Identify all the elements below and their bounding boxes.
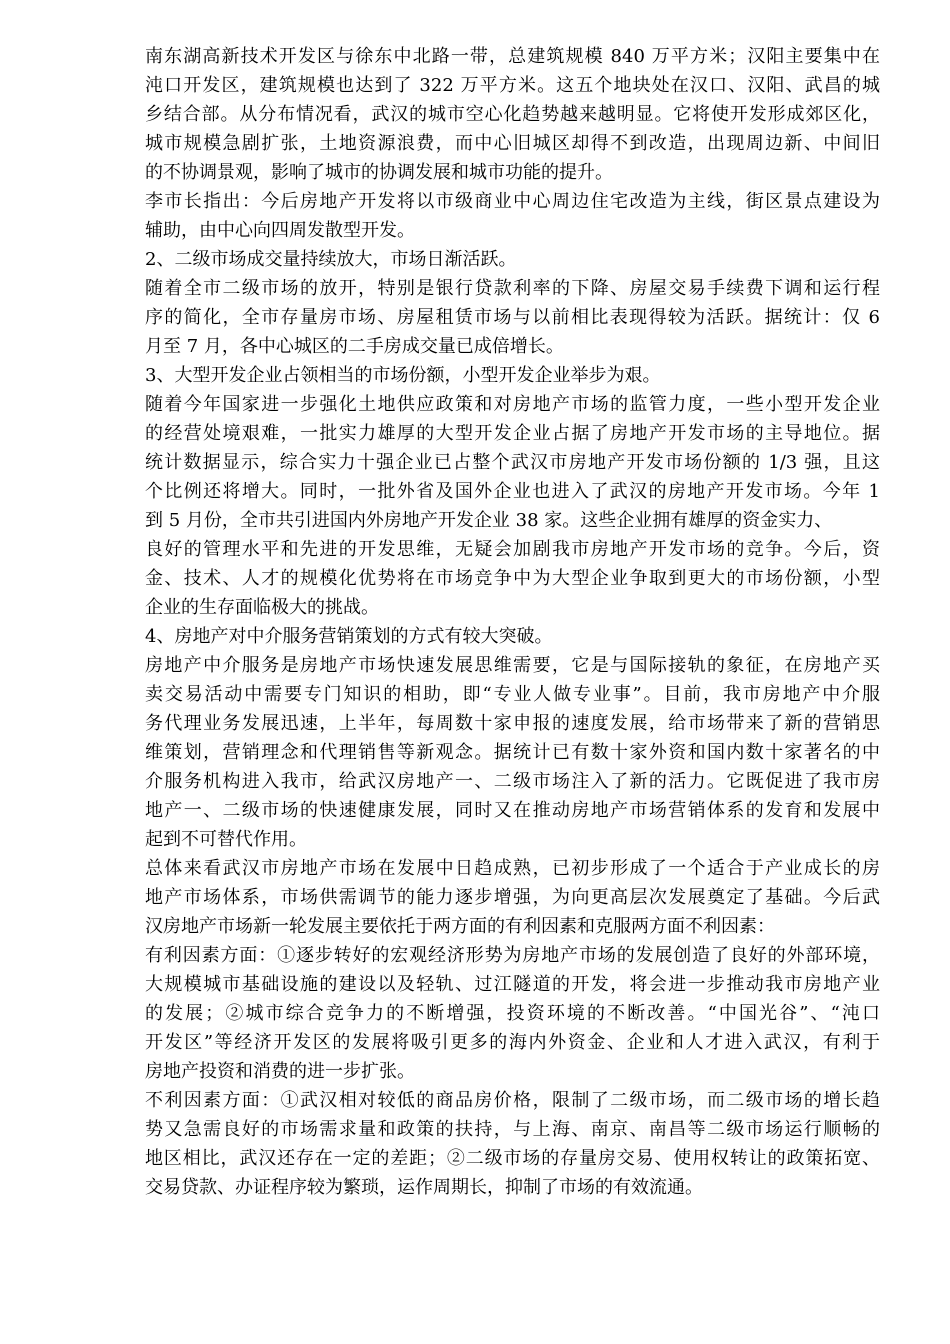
- text-line: 总体来看武汉市房地产市场在发展中日趋成熟，已初步形成了一个适合于产业成长的房: [145, 858, 880, 879]
- text-line: 介服务机构进入我市，给武汉房地产一、二级市场注入了新的活力。它既促进了我市房: [145, 771, 880, 792]
- text-line: 的发展；②城市综合竞争力的不断增强，投资环境的不断改善。“中国光谷”、“沌口: [145, 1003, 880, 1024]
- text-line: 个比例还将增大。同时，一批外省及国外企业也进入了武汉的房地产开发市场。今年 1: [145, 481, 880, 502]
- text-line: 势又急需良好的市场需求量和政策的扶持，与上海、南京、南昌等二级市场运行顺畅的: [145, 1119, 880, 1140]
- text-line: 李市长指出：今后房地产开发将以市级商业中心周边住宅改造为主线，街区景点建设为: [145, 191, 880, 212]
- text-line: 2、二级市场成交量持续放大，市场日渐活跃。: [145, 249, 517, 270]
- text-line: 开发区”等经济开发区的发展将吸引更多的海内外资金、企业和人才进入武汉，有利于: [145, 1032, 880, 1053]
- text-line: 地产市场体系，市场供需调节的能力逐步增强，为向更高层次发展奠定了基础。今后武: [145, 887, 880, 908]
- text-line: 月至 7 月，各中心城区的二手房成交量已成倍增长。: [145, 336, 564, 357]
- text-line: 3、大型开发企业占领相当的市场份额，小型开发企业举步为艰。: [145, 365, 661, 386]
- text-line: 沌口开发区，建筑规模也达到了 322 万平方米。这五个地块处在汉口、汉阳、武昌的城: [145, 75, 880, 96]
- text-line: 的经营处境艰难，一批实力雄厚的大型开发企业占据了房地产开发市场的主导地位。据: [145, 423, 880, 444]
- text-line: 不利因素方面：①武汉相对较低的商品房价格，限制了二级市场，而二级市场的增长趋: [145, 1090, 880, 1111]
- text-line: 卖交易活动中需要专门知识的相助，即“专业人做专业事”。目前，我市房地产中介服: [145, 684, 880, 705]
- text-line: 随着今年国家进一步强化土地供应政策和对房地产市场的监管力度，一些小型开发企业: [145, 394, 880, 415]
- text-line: 房地产中介服务是房地产市场快速发展思维需要，它是与国际接轨的象征，在房地产买: [145, 655, 880, 676]
- text-line: 到 5 月份，全市共引进国内外房地产开发企业 38 家。这些企业拥有雄厚的资金实力、: [145, 510, 833, 531]
- text-line: 企业的生存面临极大的挑战。: [145, 597, 379, 618]
- document-body: [145, 42, 880, 1202]
- text-line: 的不协调景观，影响了城市的协调发展和城市功能的提升。: [145, 162, 613, 183]
- text-line: 金、技术、人才的规模化优势将在市场竞争中为大型企业争取到更大的市场份额，小型: [145, 568, 880, 589]
- text-line: 4、房地产对中介服务营销策划的方式有较大突破。: [145, 626, 553, 647]
- text-line: 地产一、二级市场的快速健康发展，同时又在推动房地产市场营销体系的发育和发展中: [145, 800, 880, 821]
- text-line: 起到不可替代作用。: [145, 829, 307, 850]
- text-line: 乡结合部。从分布情况看，武汉的城市空心化趋势越来越明显。它将使开发形成郊区化，: [145, 104, 880, 125]
- text-line: 随着全市二级市场的放开，特别是银行贷款利率的下降、房屋交易手续费下调和运行程: [145, 278, 880, 299]
- text-line: 大规模城市基础设施的建设以及轻轨、过江隧道的开发，将会进一步推动我市房地产业: [145, 974, 880, 995]
- text-line: 维策划，营销理念和代理销售等新观念。据统计已有数十家外资和国内数十家著名的中: [145, 742, 880, 763]
- text-line: 辅助，由中心向四周发散型开发。: [145, 220, 415, 241]
- text-line: 房地产投资和消费的进一步扩张。: [145, 1061, 415, 1082]
- text-line: 良好的管理水平和先进的开发思维，无疑会加剧我市房地产开发市场的竞争。今后，资: [145, 539, 880, 560]
- text-line: 交易贷款、办证程序较为繁琐，运作周期长，抑制了市场的有效流通。: [145, 1177, 703, 1198]
- text-line: 有利因素方面：①逐步转好的宏观经济形势为房地产市场的发展创造了良好的外部环境，: [145, 945, 880, 966]
- text-line: 南东湖高新技术开发区与徐东中北路一带，总建筑规模 840 万平方米；汉阳主要集中在: [145, 46, 880, 67]
- text-line: 地区相比，武汉还存在一定的差距；②二级市场的存量房交易、使用权转让的政策拓宽、: [145, 1148, 880, 1169]
- text-line: 城市规模急剧扩张，土地资源浪费，而中心旧城区却得不到改造，出现周边新、中间旧: [145, 133, 880, 154]
- text-line: 序的简化，全市存量房市场、房屋租赁市场与以前相比表现得较为活跃。据统计：仅 6: [145, 307, 880, 328]
- text-line: 统计数据显示，综合实力十强企业已占整个武汉市房地产开发市场份额的 1/3 强，且这: [145, 452, 880, 473]
- text-line: 汉房地产市场新一轮发展主要依托于两方面的有利因素和克服两方面不利因素：: [145, 916, 775, 937]
- text-line: 务代理业务发展迅速，上半年，每周数十家申报的速度发展，给市场带来了新的营销思: [145, 713, 880, 734]
